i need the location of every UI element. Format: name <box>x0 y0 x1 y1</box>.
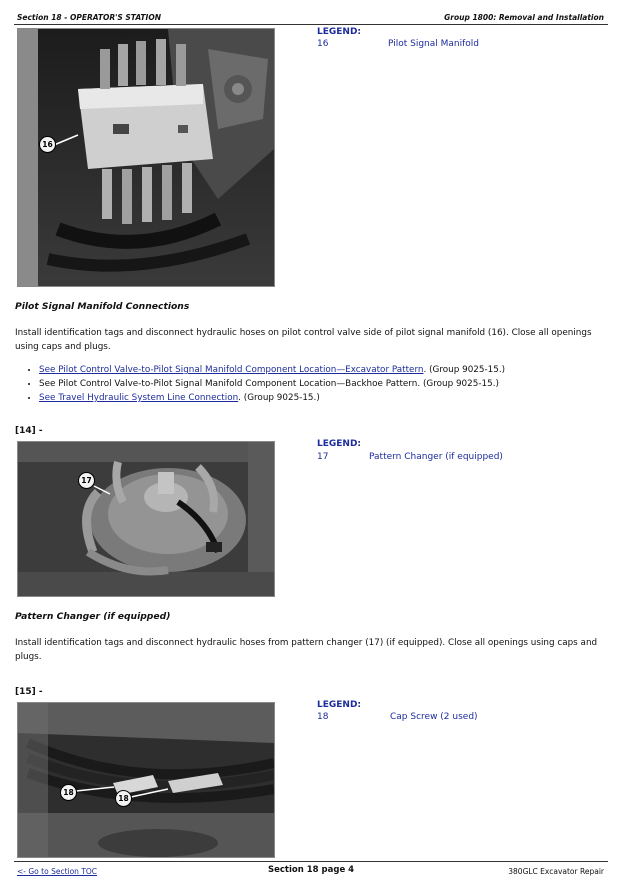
pilot-section-paragraph: Install identification tags and disconnect hydraulic hoses on pilot control valve side of pilot signal manifold (16). Close all openings using caps and plugs. <box>15 328 592 352</box>
reference-list <box>25 363 505 405</box>
list-item <box>39 391 505 405</box>
header-group-title: Group 1800: Removal and Installation <box>444 13 604 22</box>
cap-screw-illustration <box>18 703 274 857</box>
legend-title: LEGEND: <box>317 27 362 37</box>
pattern-section-paragraph: Install identification tags and disconnect hydraulic hoses from pattern changer (17) (if equipped). Close all openings using caps and plugs. <box>15 638 598 662</box>
legend-item-number: 16 <box>317 39 329 49</box>
callout-18-a: 18 <box>60 784 77 801</box>
legend-title: LEGEND: <box>317 439 362 449</box>
callout-16: 16 <box>39 136 56 153</box>
backhoe-pattern-reference: See Pilot Control Valve-to-Pilot Signal Manifold Component Location—Backhoe Pattern. (Group 9025-15.) <box>39 379 499 389</box>
pattern-changer-illustration <box>18 442 274 596</box>
step-14-label: [14] - <box>15 426 43 436</box>
list-item <box>39 363 505 377</box>
header-section-title: Section 18 - OPERATOR'S STATION <box>17 13 161 22</box>
manifold-illustration <box>18 29 274 286</box>
legend-item-description: Pattern Changer (if equipped) <box>369 452 503 462</box>
pattern-section-heading: Pattern Changer (if equipped) <box>15 611 171 622</box>
step-15-label: [15] - <box>15 687 43 697</box>
travel-hydraulic-link[interactable]: See Travel Hydraulic System Line Connection <box>39 393 239 403</box>
excavator-pattern-link[interactable]: See Pilot Control Valve-to-Pilot Signal Manifold Component Location—Excavator Pattern <box>39 365 424 375</box>
pattern-changer-photo <box>17 441 275 597</box>
legend-title: LEGEND: <box>317 700 362 710</box>
list-item-suffix: . (Group 9025-15.) <box>423 365 506 375</box>
header-divider <box>14 24 608 25</box>
legend-item-description: Cap Screw (2 used) <box>390 712 478 722</box>
list-item <box>39 377 505 391</box>
cap-screw-photo <box>17 702 275 858</box>
footer-divider <box>14 861 608 862</box>
callout-17: 17 <box>78 472 95 489</box>
legend-item-number: 17 <box>317 452 329 462</box>
list-item-suffix: . (Group 9025-15.) <box>238 393 320 403</box>
legend-item-description: Pilot Signal Manifold <box>388 39 480 49</box>
pilot-section-heading: Pilot Signal Manifold Connections <box>15 301 190 312</box>
legend-item-number: 18 <box>317 712 329 722</box>
manual-title: 380GLC Excavator Repair <box>508 867 604 876</box>
page-number: Section 18 page 4 <box>268 865 355 875</box>
section-toc-link[interactable]: <- Go to Section TOC <box>17 867 98 876</box>
callout-18-b: 18 <box>115 790 132 807</box>
pilot-signal-manifold-photo <box>17 28 275 287</box>
